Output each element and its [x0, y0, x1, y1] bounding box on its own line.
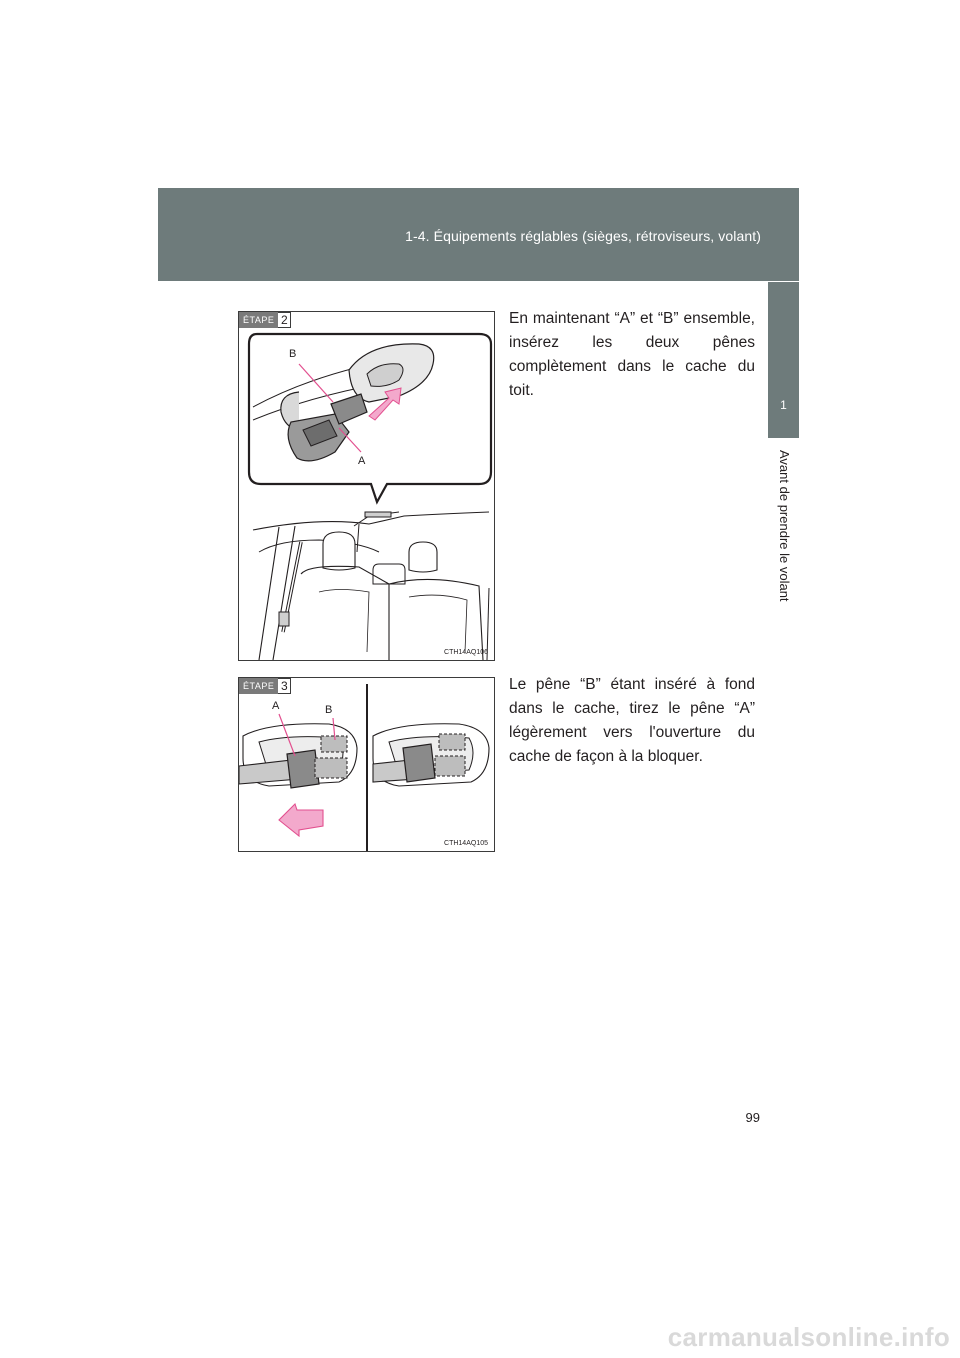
- callout-a: A: [358, 455, 366, 467]
- step-2-illustration: [238, 311, 495, 661]
- step-number: 2: [278, 312, 291, 328]
- roof-cover-insert-drawing: [239, 312, 494, 660]
- callout-a: A: [272, 700, 280, 712]
- illustration-code: CTH14AQ106: [444, 649, 488, 656]
- step-3-illustration: [238, 677, 495, 852]
- chapter-tab: [768, 282, 799, 438]
- step-number: 3: [278, 678, 291, 694]
- step-2-instruction: En maintenant “A” et “B” ensemble, insérez les deux pênes complètement dans le cache du toit.: [509, 310, 755, 399]
- watermark: carmanualsonline.info: [667, 1322, 950, 1352]
- chapter-number: 1: [780, 398, 787, 412]
- step-3-instruction: Le pêne “B” étant inséré à fond dans le cache, tirez le pêne “A” légèrement vers l'ouverture du cache de façon à la bloquer.: [509, 676, 755, 765]
- callout-b: B: [289, 348, 297, 360]
- step-label: ÉTAPE: [239, 312, 278, 328]
- step-badge: [239, 678, 291, 694]
- section-title: 1-4. Équipements réglables (sièges, rétroviseurs, volant): [405, 228, 761, 244]
- header-band: [158, 188, 799, 281]
- step-label: ÉTAPE: [239, 678, 278, 694]
- chapter-label: Avant de prendre le volant: [777, 450, 792, 602]
- page-number: 99: [745, 1110, 760, 1125]
- illustration-code: CTH14AQ105: [444, 840, 488, 847]
- step-badge: [239, 312, 291, 328]
- callout-b: B: [325, 704, 333, 716]
